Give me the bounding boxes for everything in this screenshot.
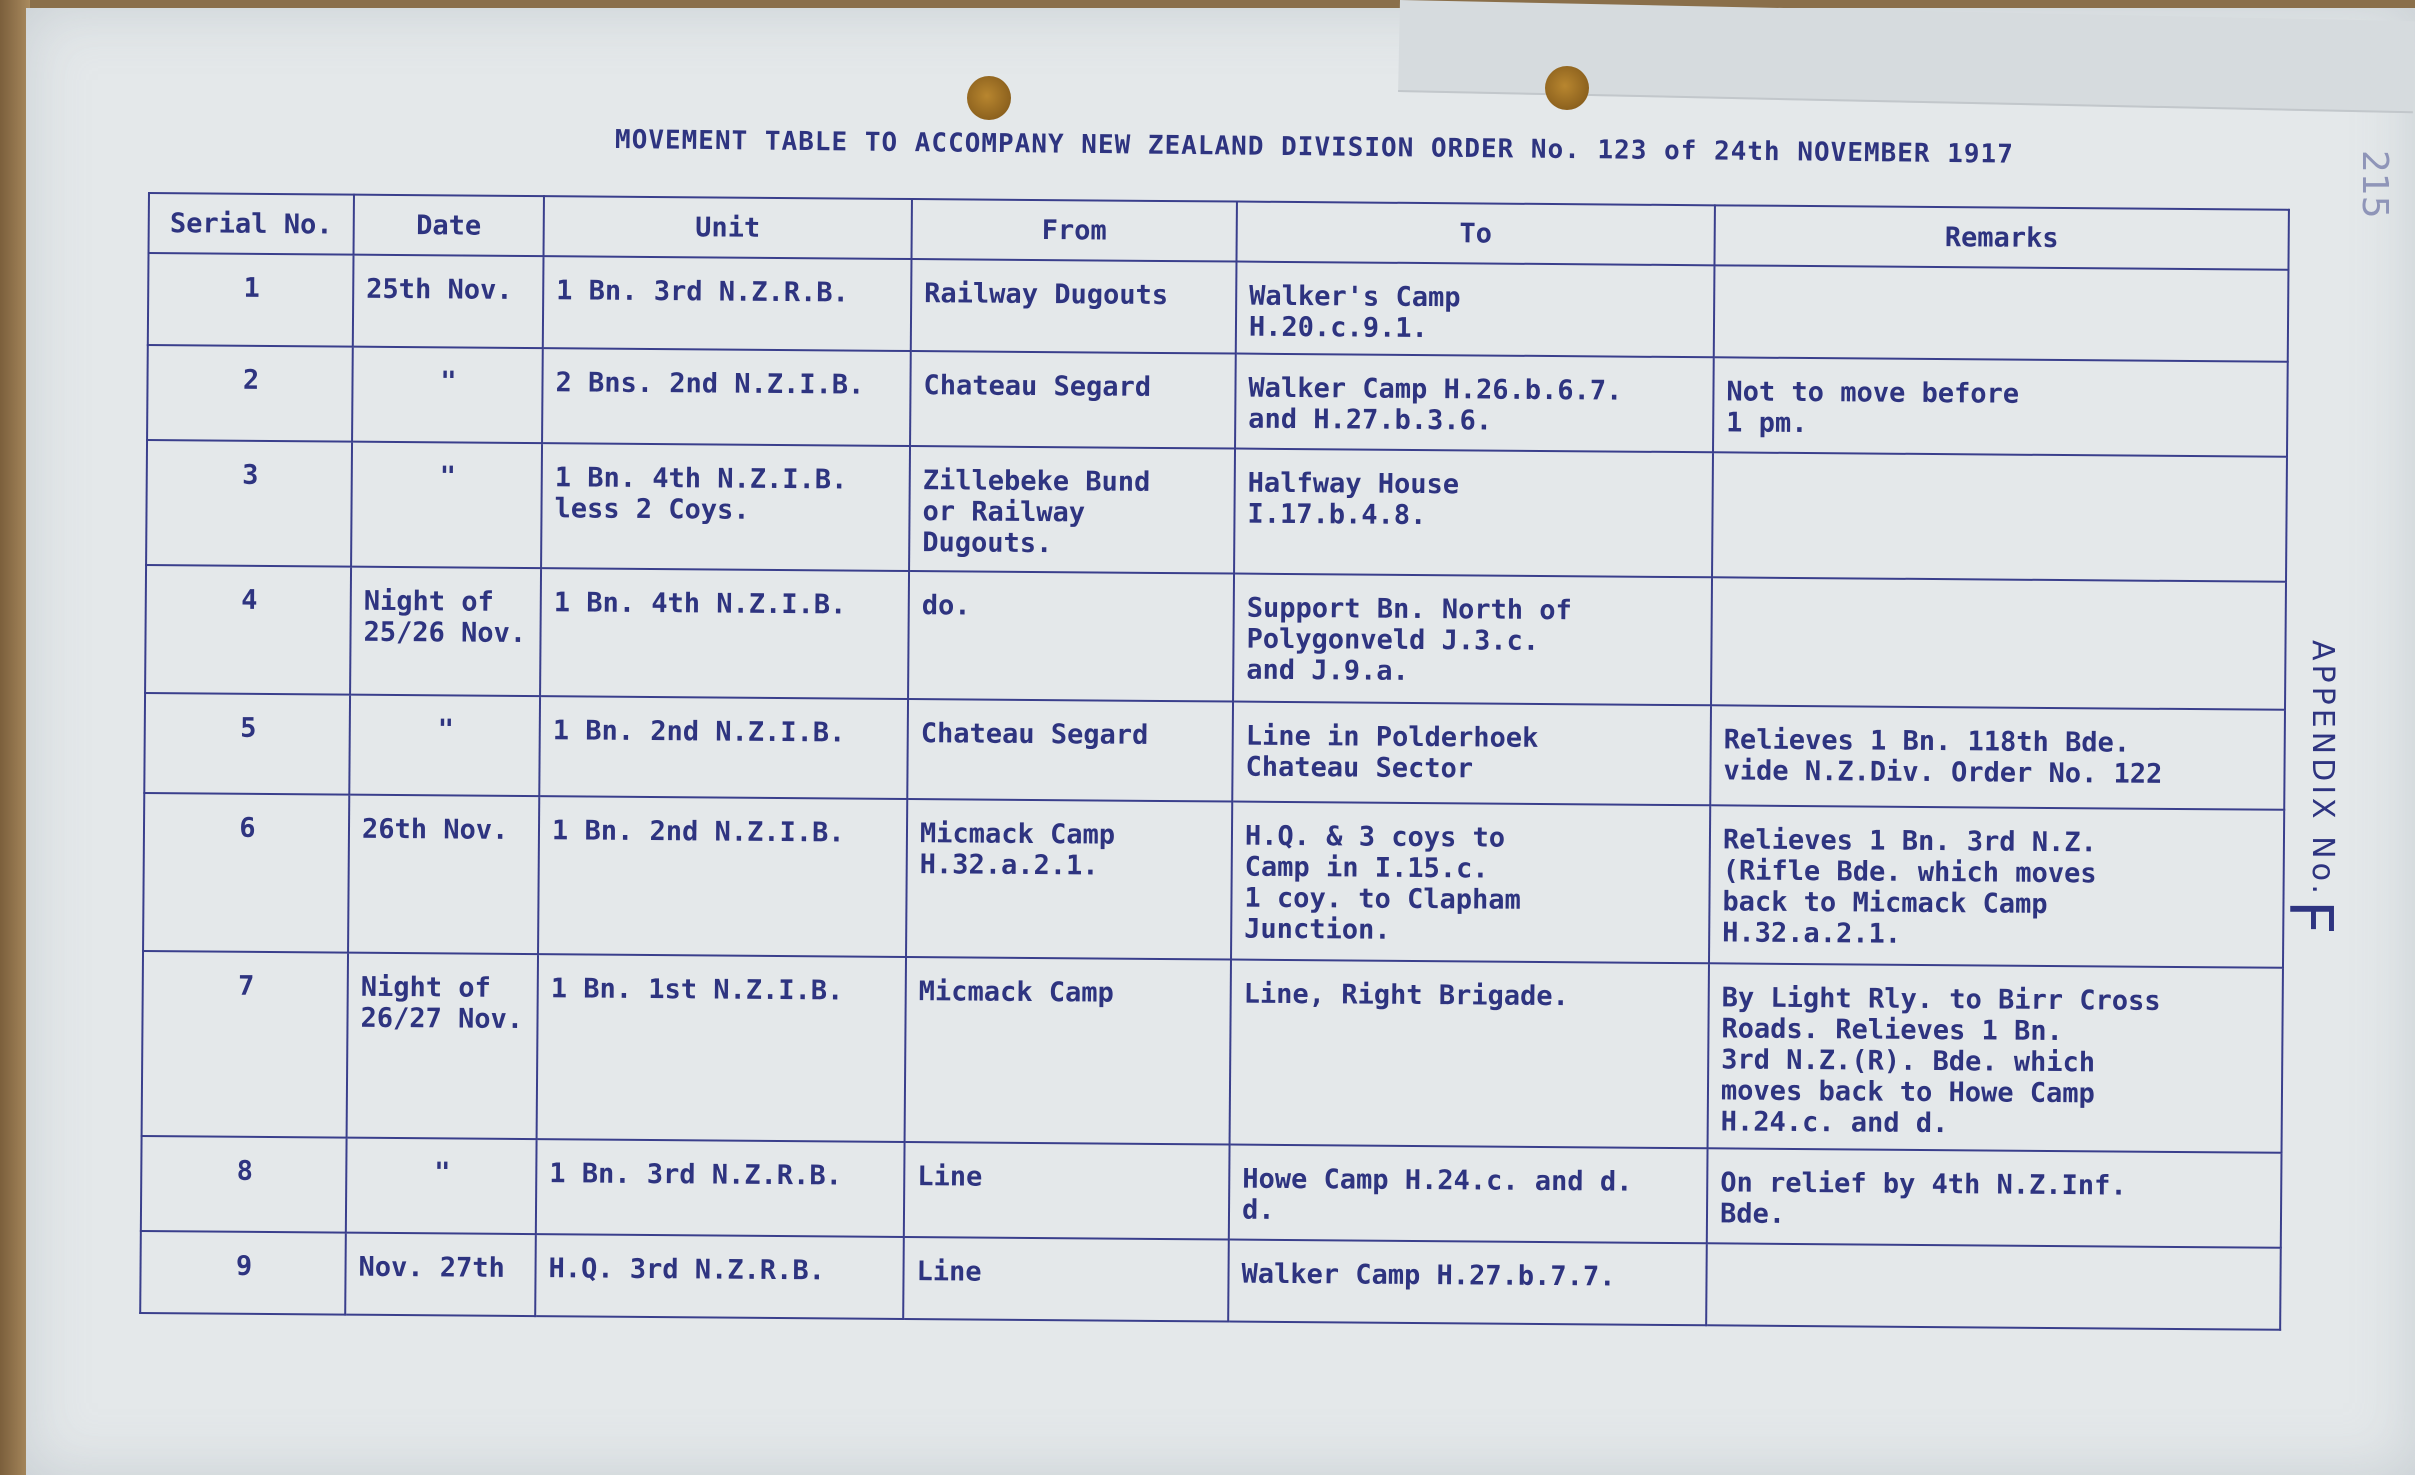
cell-unit: 1 Bn. 3rd N.Z.R.B. <box>536 1139 905 1237</box>
cell-to: H.Q. & 3 coys to Camp in I.15.c. 1 coy. to Clapham Junction. <box>1231 802 1710 964</box>
cell-date: " <box>351 442 542 568</box>
header-date: Date <box>354 195 544 256</box>
cell-serial: 3 <box>146 440 352 567</box>
punch-hole-left <box>967 76 1011 120</box>
table-row <box>146 440 2287 582</box>
cell-remarks <box>1712 452 2287 582</box>
cell-serial: 4 <box>145 565 351 695</box>
cell-unit: 1 Bn. 4th N.Z.I.B. less 2 Coys. <box>541 443 910 571</box>
table-row <box>140 1231 2281 1330</box>
cell-unit: 1 Bn. 3rd N.Z.R.B. <box>543 256 912 351</box>
cell-remarks: On relief by 4th N.Z.Inf. Bde. <box>1707 1148 2282 1248</box>
cell-from: Line <box>904 1142 1230 1240</box>
cell-unit: H.Q. 3rd N.Z.R.B. <box>535 1234 904 1319</box>
cell-date: " <box>349 695 540 796</box>
cell-serial: 9 <box>140 1231 346 1315</box>
cell-to: Line in Polderhoek Chateau Sector <box>1232 702 1711 806</box>
cell-from: Chateau Segard <box>910 351 1236 449</box>
cell-remarks: Relieves 1 Bn. 118th Bde. vide N.Z.Div. Order No. 122 <box>1710 705 2285 810</box>
appendix-letter: F <box>2275 900 2345 935</box>
header-serial: Serial No. <box>149 193 354 255</box>
cell-serial: 8 <box>141 1136 347 1233</box>
header-from: From <box>911 199 1236 262</box>
cell-unit: 1 Bn. 2nd N.Z.I.B. <box>538 796 907 957</box>
cell-from: Micmack Camp <box>905 957 1231 1145</box>
cell-to: Halfway House I.17.b.4.8. <box>1234 449 1713 578</box>
cell-date: 26th Nov. <box>348 795 539 954</box>
movement-table-container <box>139 192 2288 1331</box>
punch-hole-right <box>1545 66 1589 110</box>
document-title: MOVEMENT TABLE TO ACCOMPANY NEW ZEALAND DIVISION ORDER No. 123 of 24th NOVEMBER 1917 <box>614 125 2014 170</box>
cell-from: Chateau Segard <box>907 699 1233 802</box>
cell-unit: 1 Bn. 1st N.Z.I.B. <box>537 954 906 1142</box>
cell-unit: 2 Bns. 2nd N.Z.I.B. <box>542 348 911 446</box>
cell-to: Howe Camp H.24.c. and d. d. <box>1229 1145 1708 1244</box>
table-row <box>148 253 2289 362</box>
cell-date: Night of 25/26 Nov. <box>350 567 541 696</box>
table-row <box>147 345 2288 457</box>
cell-unit: 1 Bn. 2nd N.Z.I.B. <box>539 696 908 799</box>
cell-date: " <box>352 347 543 443</box>
cell-to: Support Bn. North of Polygonveld J.3.c. and J.9.a. <box>1233 574 1712 706</box>
table-row <box>143 793 2284 968</box>
page-number: 215 <box>2354 150 2395 219</box>
cell-unit: 1 Bn. 4th N.Z.I.B. <box>540 568 909 699</box>
cell-date: Night of 26/27 Nov. <box>347 953 538 1139</box>
cell-date: 25th Nov. <box>353 255 544 348</box>
cell-to: Walker Camp H.27.b.7.7. <box>1228 1240 1707 1326</box>
cell-to: Walker's Camp H.20.c.9.1. <box>1236 262 1715 358</box>
table-row <box>141 1136 2282 1248</box>
cell-from: Micmack Camp H.32.a.2.1. <box>906 799 1232 960</box>
cell-from: Zillebeke Bund or Railway Dugouts. <box>909 446 1235 574</box>
table-row <box>144 693 2285 810</box>
cell-date: " <box>346 1138 537 1234</box>
cell-serial: 2 <box>147 345 353 442</box>
cell-remarks: Relieves 1 Bn. 3rd N.Z. (Rifle Bde. which moves back to Micmack Camp H.32.a.2.1. <box>1709 805 2284 968</box>
cell-from: Line <box>903 1237 1229 1322</box>
cell-serial: 5 <box>144 693 350 795</box>
cell-remarks: By Light Rly. to Birr Cross Roads. Relieves 1 Bn. 3rd N.Z.(R). Bde. which moves back to Howe Camp H.24.c. and d. <box>1708 963 2283 1153</box>
table-row <box>145 565 2286 710</box>
header-unit: Unit <box>544 196 912 259</box>
cell-serial: 7 <box>142 951 348 1138</box>
cell-remarks <box>1714 265 2289 362</box>
cell-remarks <box>1706 1243 2281 1330</box>
cell-serial: 1 <box>148 253 354 347</box>
cell-from: Railway Dugouts <box>911 259 1237 354</box>
cell-remarks: Not to move before 1 pm. <box>1713 357 2288 457</box>
cell-from: do. <box>908 571 1234 702</box>
cell-date: Nov. 27th <box>345 1233 536 1316</box>
header-remarks: Remarks <box>1714 205 2288 270</box>
cell-remarks <box>1711 577 2286 710</box>
cell-to: Line, Right Brigade. <box>1230 960 1709 1149</box>
table-row <box>142 951 2283 1153</box>
header-to: To <box>1236 202 1714 266</box>
movement-table <box>139 192 2290 1331</box>
cell-to: Walker Camp H.26.b.6.7. and H.27.b.3.6. <box>1235 354 1714 453</box>
appendix-label: APPENDIX No. <box>2305 640 2340 898</box>
cell-serial: 6 <box>143 793 349 953</box>
